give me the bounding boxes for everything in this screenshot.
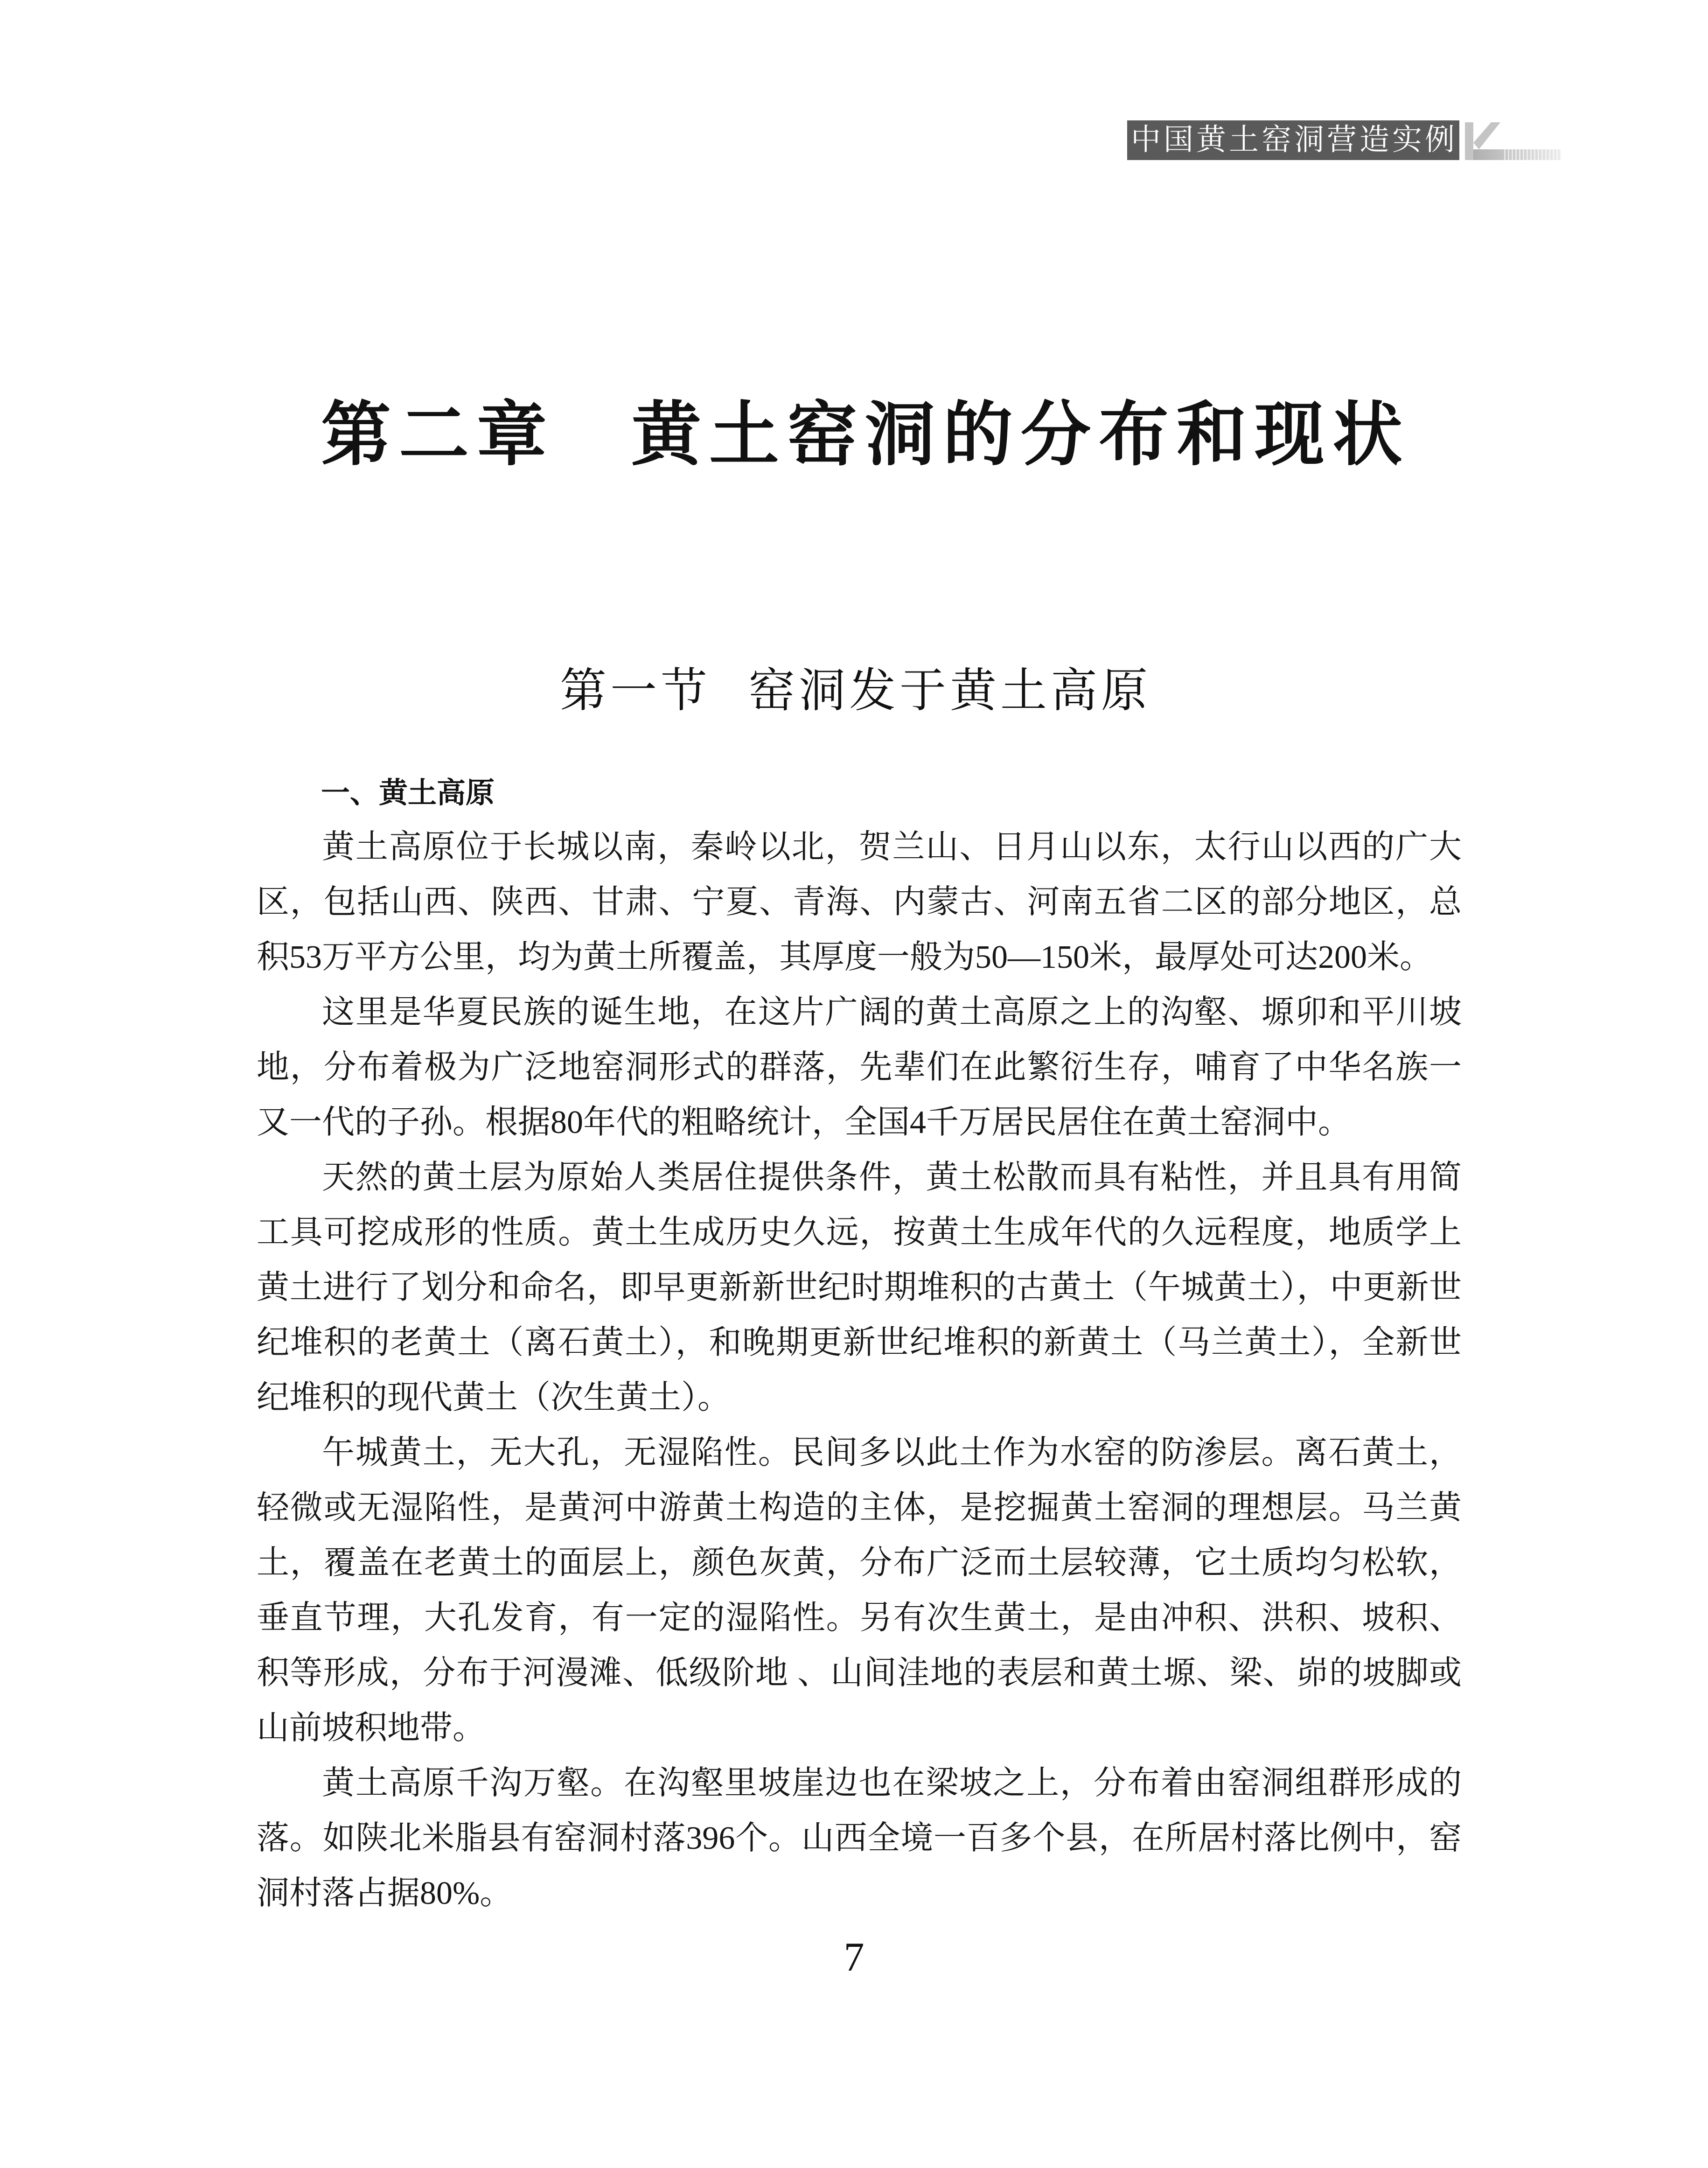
body-line: 山前坡积地带。 xyxy=(257,1710,485,1746)
body-line: 黄土高原千沟万壑。在沟壑里坡崖边也在梁坡之上，分布着由窑洞组群形成的 xyxy=(322,1765,1462,1801)
paragraph xyxy=(257,985,1462,1150)
body-line: 区，包括山西、陕西、甘肃、宁夏、青海、内蒙古、河南五省二区的部分地区，总 xyxy=(257,884,1462,920)
chapter-title xyxy=(321,388,1534,481)
subsection-heading: 一、黄土高原 xyxy=(321,776,495,810)
chapter-number: 第二章 xyxy=(321,393,555,476)
body-line: 纪堆积的现代黄土（次生黄土）。 xyxy=(257,1380,730,1416)
paragraph xyxy=(257,1426,1462,1756)
body-text xyxy=(257,820,1462,1921)
running-head-title: 中国黄土窑洞营造实例 xyxy=(1131,123,1457,157)
body-line: 又一代的子孙。根据80年代的粗略统计，全国4千万居民居住在黄土窑洞中。 xyxy=(257,1105,1351,1140)
arrow-diagonal-stroke xyxy=(1473,122,1500,149)
chapter-name: 黄土窑洞的分布和现状 xyxy=(631,393,1411,476)
body-line: 黄土高原位于长城以南，秦岭以北，贺兰山、日月山以东，太行山以西的广大 xyxy=(322,829,1462,865)
section-number: 第一节 xyxy=(560,663,711,718)
body-line: 地，分布着极为广泛地窑洞形式的群落，先辈们在此繁衍生存，哺育了中华名族一 xyxy=(257,1049,1462,1085)
body-line: 土，覆盖在老黄土的面层上，颜色灰黄，分布广泛而土层较薄，它土质均匀松软， xyxy=(257,1545,1462,1581)
paragraph xyxy=(257,1756,1462,1921)
paragraph xyxy=(257,1150,1462,1426)
paragraph xyxy=(257,820,1462,985)
running-head xyxy=(1127,120,1459,160)
corner-arrow-icon xyxy=(1463,120,1561,160)
arrow-base-stripes xyxy=(1502,149,1561,160)
body-line: 垂直节理，大孔发育，有一定的湿陷性。另有次生黄土，是由冲积、洪积、坡积、 xyxy=(257,1600,1462,1636)
body-line: 落。如陕北米脂县有窑洞村落396个。山西全境一百多个县，在所居村落比例中，窑 xyxy=(257,1820,1462,1856)
section-name: 窑洞发于黄土高原 xyxy=(748,663,1151,718)
body-line: 积等形成，分布于河漫滩、低级阶地 、山间洼地的表层和黄土塬、梁、峁的坡脚或 xyxy=(257,1655,1462,1691)
body-line: 午城黄土，无大孔，无湿陷性。民间多以此土作为水窑的防渗层。离石黄土， xyxy=(322,1435,1462,1471)
body-line: 工具可挖成形的性质。黄土生成历史久远，按黄土生成年代的久远程度，地质学上 xyxy=(257,1215,1462,1251)
body-line: 天然的黄土层为原始人类居住提供条件，黄土松散而具有粘性，并且具有用简 xyxy=(322,1160,1462,1196)
body-line: 轻微或无湿陷性，是黄河中游黄土构造的主体，是挖掘黄土窑洞的理想层。马兰黄 xyxy=(257,1490,1462,1526)
section-title xyxy=(560,658,1213,723)
body-line: 这里是华夏民族的诞生地，在这片广阔的黄土高原之上的沟壑、塬卯和平川坡 xyxy=(322,994,1462,1030)
body-line: 积53万平方公里，均为黄土所覆盖，其厚度一般为50—150米，最厚处可达200米。 xyxy=(257,939,1432,975)
body-line: 纪堆积的老黄土（离石黄土），和晚期更新世纪堆积的新黄土（马兰黄土），全新世 xyxy=(257,1325,1462,1361)
body-line: 洞村落占据80%。 xyxy=(257,1875,513,1911)
body-line: 黄土进行了划分和命名，即早更新新世纪时期堆积的古黄土（午城黄土），中更新世 xyxy=(257,1270,1462,1306)
page-number: 7 xyxy=(844,1935,864,1980)
arrow-vertical-stroke xyxy=(1465,122,1473,160)
